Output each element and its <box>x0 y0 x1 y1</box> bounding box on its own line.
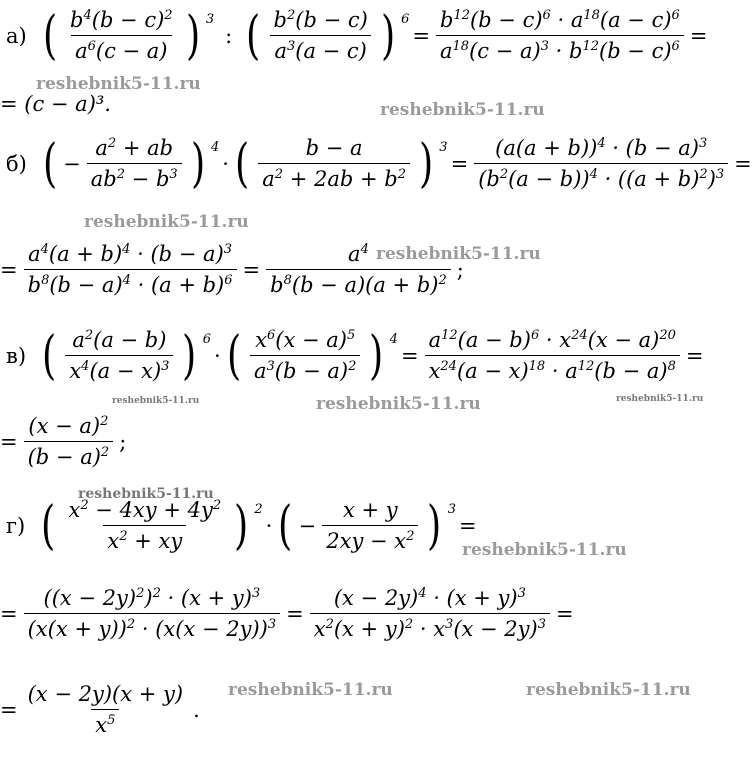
part-a-line-1: а) ( $\frac{b^4(b - c)^2}{a^6(c - a)}$ ) $^3$ : ( $\frac{b^2(b - c)}{a^3(a - c)}$ ) $^6$ = $\frac{b^{12}(b - c)^6 \cdot a^{18}(a - c)^6}{a^{18}(c - a)^3 \cdot b^{12}(b - c)^6}$ = <box>6 5 708 66</box>
fraction: $\frac{b^4(b - c)^2}{a^6(c - a)}$ <box>70 8 173 63</box>
watermark: reshebnik5-11.ru <box>376 244 541 264</box>
part-v-line-1: в) ( $\frac{a^2(a - b)}{x^4(a - x)^3}$ ) $^6$ · ( $\frac{x^6(x - a)^5}{a^3(b - a)^2}$ ) $^4$ = $\frac{a^{12}(a - b)^6 \cdot x^{24}(x - a)^{20}}{x^{24}(a - x)^{18} \cdot a^{12}(b - a)^8}$ = <box>6 325 704 386</box>
fraction: $\frac{a^2(a - b)}{x^4(a - x)^3}$ <box>65 328 173 383</box>
part-a-result: = (c − a)³. <box>0 92 111 116</box>
fraction: $\frac{x^2 - 4xy + 4y^2}{x^2 + xy}$ <box>68 498 222 553</box>
watermark: reshebnik5-11.ru <box>84 212 249 232</box>
part-b-label: б) <box>6 151 27 176</box>
part-g-line-1: г) ( $\frac{x^2 - 4xy + 4y^2}{x^2 + xy}$ ) $^2$ · ( − $\frac{x + y}{2xy - x^2}$ ) $^3$ = <box>6 495 477 556</box>
watermark: reshebnik5-11.ru <box>616 394 704 404</box>
part-v-label: в) <box>6 343 27 368</box>
fraction: $\frac{(x - 2y)^4 \cdot (x + y)^3}{x^2(x + y)^2 \cdot x^3(x - 2y)^3}$ <box>310 586 550 641</box>
part-g-line-3: = $\frac{(x - 2y)(x + y)}{x^5}$ . <box>0 682 200 737</box>
fraction: $\frac{x + y}{2xy - x^2}$ <box>322 498 418 553</box>
fraction: $\frac{a^4(a + b)^4 \cdot (b - a)^3}{b^8(b - a)^4 \cdot (a + b)^6}$ <box>24 242 237 297</box>
part-g-line-2: = $\frac{((x - 2y)^2)^2 \cdot (x + y)^3}{(x(x + y))^2 \cdot (x(x - 2y))^3}$ = $\frac{(x - 2y)^4 \cdot (x + y)^3}{x^2(x + y)^2 \cdot x^3(x - 2y)^3}$ = <box>0 586 574 641</box>
watermark: reshebnik5-11.ru <box>462 540 627 560</box>
watermark: reshebnik5-11.ru <box>526 680 691 700</box>
watermark: reshebnik5-11.ru <box>112 396 200 406</box>
fraction: $\frac{(a(a + b))^4 \cdot (b - a)^3}{(b^2(a - b))^4 \cdot ((a + b)^2)^3}$ <box>474 136 728 191</box>
part-b-line-1: б) ( − $\frac{a^2 + ab}{ab^2 - b^3}$ ) $^4$ · ( $\frac{b - a}{a^2 + 2ab + b^2}$ ) $^3$ = $\frac{(a(a + b))^4 \cdot (b - a)^3}{(b^2(a - b))^4 \cdot ((a + b)^2)^3}$ = <box>6 133 752 194</box>
fraction: $\frac{(x - a)^2}{(b - a)^2}$ <box>24 414 114 469</box>
part-a-label: а) <box>6 23 27 48</box>
watermark: reshebnik5-11.ru <box>316 394 481 414</box>
fraction: $\frac{b - a}{a^2 + 2ab + b^2}$ <box>258 136 410 191</box>
watermark: reshebnik5-11.ru <box>78 486 214 502</box>
watermark: reshebnik5-11.ru <box>380 100 545 120</box>
fraction: $\frac{x^6(x - a)^5}{a^3(b - a)^2}$ <box>250 328 360 383</box>
part-v-line-2: = $\frac{(x - a)^2}{(b - a)^2}$ ; <box>0 414 127 469</box>
watermark: reshebnik5-11.ru <box>228 680 393 700</box>
fraction: $\frac{b^2(b - c)}{a^3(a - c)}$ <box>270 8 372 63</box>
fraction: $\frac{((x - 2y)^2)^2 \cdot (x + y)^3}{(x(x + y))^2 \cdot (x(x - 2y))^3}$ <box>24 586 281 641</box>
part-g-label: г) <box>6 513 26 538</box>
fraction: $\frac{a^{12}(a - b)^6 \cdot x^{24}(x - a)^{20}}{x^{24}(a - x)^{18} \cdot a^{12}(b - a)^8}$ <box>425 328 680 383</box>
watermark: reshebnik5-11.ru <box>36 74 201 94</box>
part-b-line-2: = $\frac{a^4(a + b)^4 \cdot (b - a)^3}{b^8(b - a)^4 \cdot (a + b)^6}$ = $\frac{a^4}{b^8(b - a)(a + b)^2}$ ; <box>0 242 464 297</box>
fraction: $\frac{a^2 + ab}{ab^2 - b^3}$ <box>87 136 182 191</box>
fraction: $\frac{b^{12}(b - c)^6 \cdot a^{18}(a - c)^6}{a^{18}(c - a)^3 \cdot b^{12}(b - c)^6}$ <box>436 8 684 63</box>
fraction: $\frac{(x - 2y)(x + y)}{x^5}$ <box>27 682 184 737</box>
fraction: $\frac{a^4}{b^8(b - a)(a + b)^2}$ <box>266 242 451 297</box>
